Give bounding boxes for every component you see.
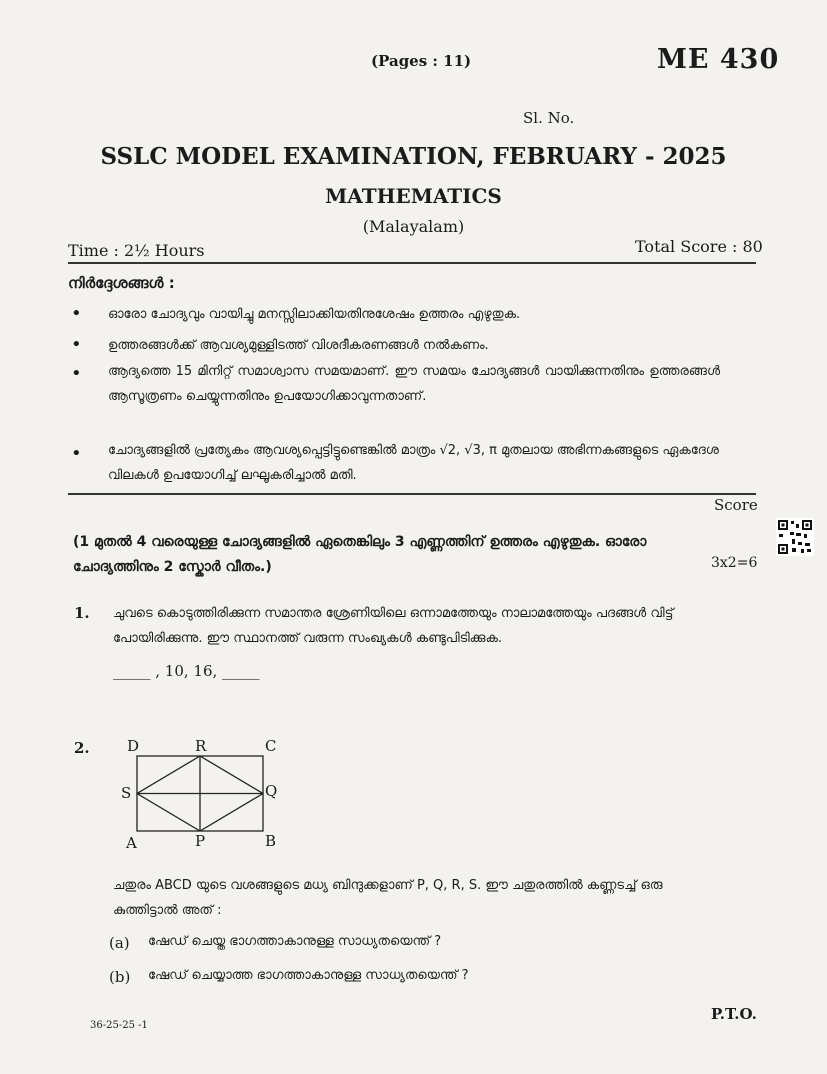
total-score-label: Total Score : 80 [635, 237, 763, 256]
sequence-blanks: _____ , 10, 16, _____ [113, 662, 260, 680]
footer-code: 36-25-25 -1 [90, 1020, 148, 1031]
vertex-label-d: D [127, 737, 140, 755]
exam-title: SSLC MODEL EXAMINATION, FEBRUARY - 2025 [100, 143, 727, 170]
question-number: 2. [74, 739, 90, 757]
score-column-label: Score [714, 496, 758, 514]
question-text: ചുവടെ കൊടുത്തിരിക്കുന്ന സമാന്തര ശ്രേണിയിലെ ഒന്നാമത്തേയും നാലാമത്തേയും പദങ്ങൾ വിട്ട് പോയിരിക്കുന്നു. ഈ സ്ഥാനത്ത് വരുന്ന സംഖ്യകൾ കണ്ടുപിടിക്കുക. [113, 606, 674, 646]
vertex-label-p: P [195, 832, 206, 850]
vertex-label-s: S [121, 784, 132, 802]
vertex-label-r: R [195, 737, 207, 755]
question-number: 1. [74, 604, 90, 622]
subquestion-text-b: ഷേഡ് ചെയ്യാത്ത ഭാഗത്താകാനുള്ള സാധ്യതയെന്ത് ? [148, 968, 469, 983]
vertex-label-a: A [126, 834, 137, 852]
pages-count: (Pages : 11) [371, 52, 472, 70]
header-divider [68, 262, 756, 264]
subquestion-text-a: ഷേഡ് ചെയ്ത ഭാഗത്താകാനുള്ള സാധ്യതയെന്ത് ? [148, 934, 442, 949]
section-instructions: (1 മുതൽ 4 വരെയുള്ള ചോദ്യങ്ങളിൽ ഏതെങ്കിലും 3 എണ്ണത്തിന് ഉത്തരം എഴുതുക. ഓരോ ചോദ്യത്തിനും 2 സ്കോർ വീതം.) [73, 534, 647, 575]
serial-number-label: Sl. No. [523, 109, 575, 127]
bullet-icon: • [71, 334, 82, 355]
question-text: ചതുരം ABCD യുടെ വശങ്ങളുടെ മധ്യ ബിന്ദുക്കളാണ് P, Q, R, S. ഈ ചതുരത്തിൽ കണ്ണടച്ച് ഒരു കുത്തിട്ടാൽ അത് : [113, 878, 663, 918]
medium-label: (Malayalam) [362, 217, 465, 236]
vertex-label-b: B [265, 832, 277, 850]
instructions-heading: നിർദ്ദേശങ്ങൾ : [68, 274, 175, 292]
instruction-item: ആദ്യത്തെ 15 മിനിറ്റ് സമാശ്വാസ സമയമാണ്. ഈ സമയം ചോദ്യങ്ങൾ വായിക്കുന്നതിനും ഉത്തരങ്ങൾ ആസൂത്രണം ചെയ്യുന്നതിനും ഉപയോഗിക്കാവുന്നതാണ്. [108, 364, 720, 404]
bullet-icon: • [71, 443, 82, 464]
instruction-item: ഓരോ ചോദ്യവും വായിച്ചു മനസ്സിലാക്കിയതിനുശേഷം ഉത്തരം എഴുതുക. [108, 307, 521, 322]
qr-code-icon [776, 518, 814, 556]
bullet-icon: • [71, 303, 82, 324]
subquestion-label-b: (b) [109, 968, 131, 986]
instruction-item: ഉത്തരങ്ങൾക്ക് ആവശ്യമുള്ളിടത്ത് വിശദീകരണങ്ങൾ നൽകണം. [108, 338, 489, 353]
section-marks: 3x2=6 [711, 555, 758, 571]
vertex-label-c: C [265, 737, 277, 755]
pto-label: P.T.O. [711, 1005, 757, 1023]
paper-code: ME 430 [657, 44, 780, 75]
subject-title: MATHEMATICS [325, 184, 502, 208]
time-label: Time : 2½ Hours [68, 241, 205, 260]
subquestion-label-a: (a) [109, 934, 130, 952]
bullet-icon: • [71, 363, 82, 384]
instructions-divider [68, 493, 756, 495]
instruction-item: ചോദ്യങ്ങളിൽ പ്രത്യേകം ആവശ്യപ്പെട്ടിട്ടുണ്ടെങ്കിൽ മാത്രം √2, √3, π മുതലായ അഭിന്നകങ്ങളുടെ ഏകദേശ വിലകൾ ഉപയോഗിച്ച് ലഘൂകരിച്ചാൽ മതി. [108, 443, 719, 483]
vertex-label-q: Q [265, 782, 278, 800]
